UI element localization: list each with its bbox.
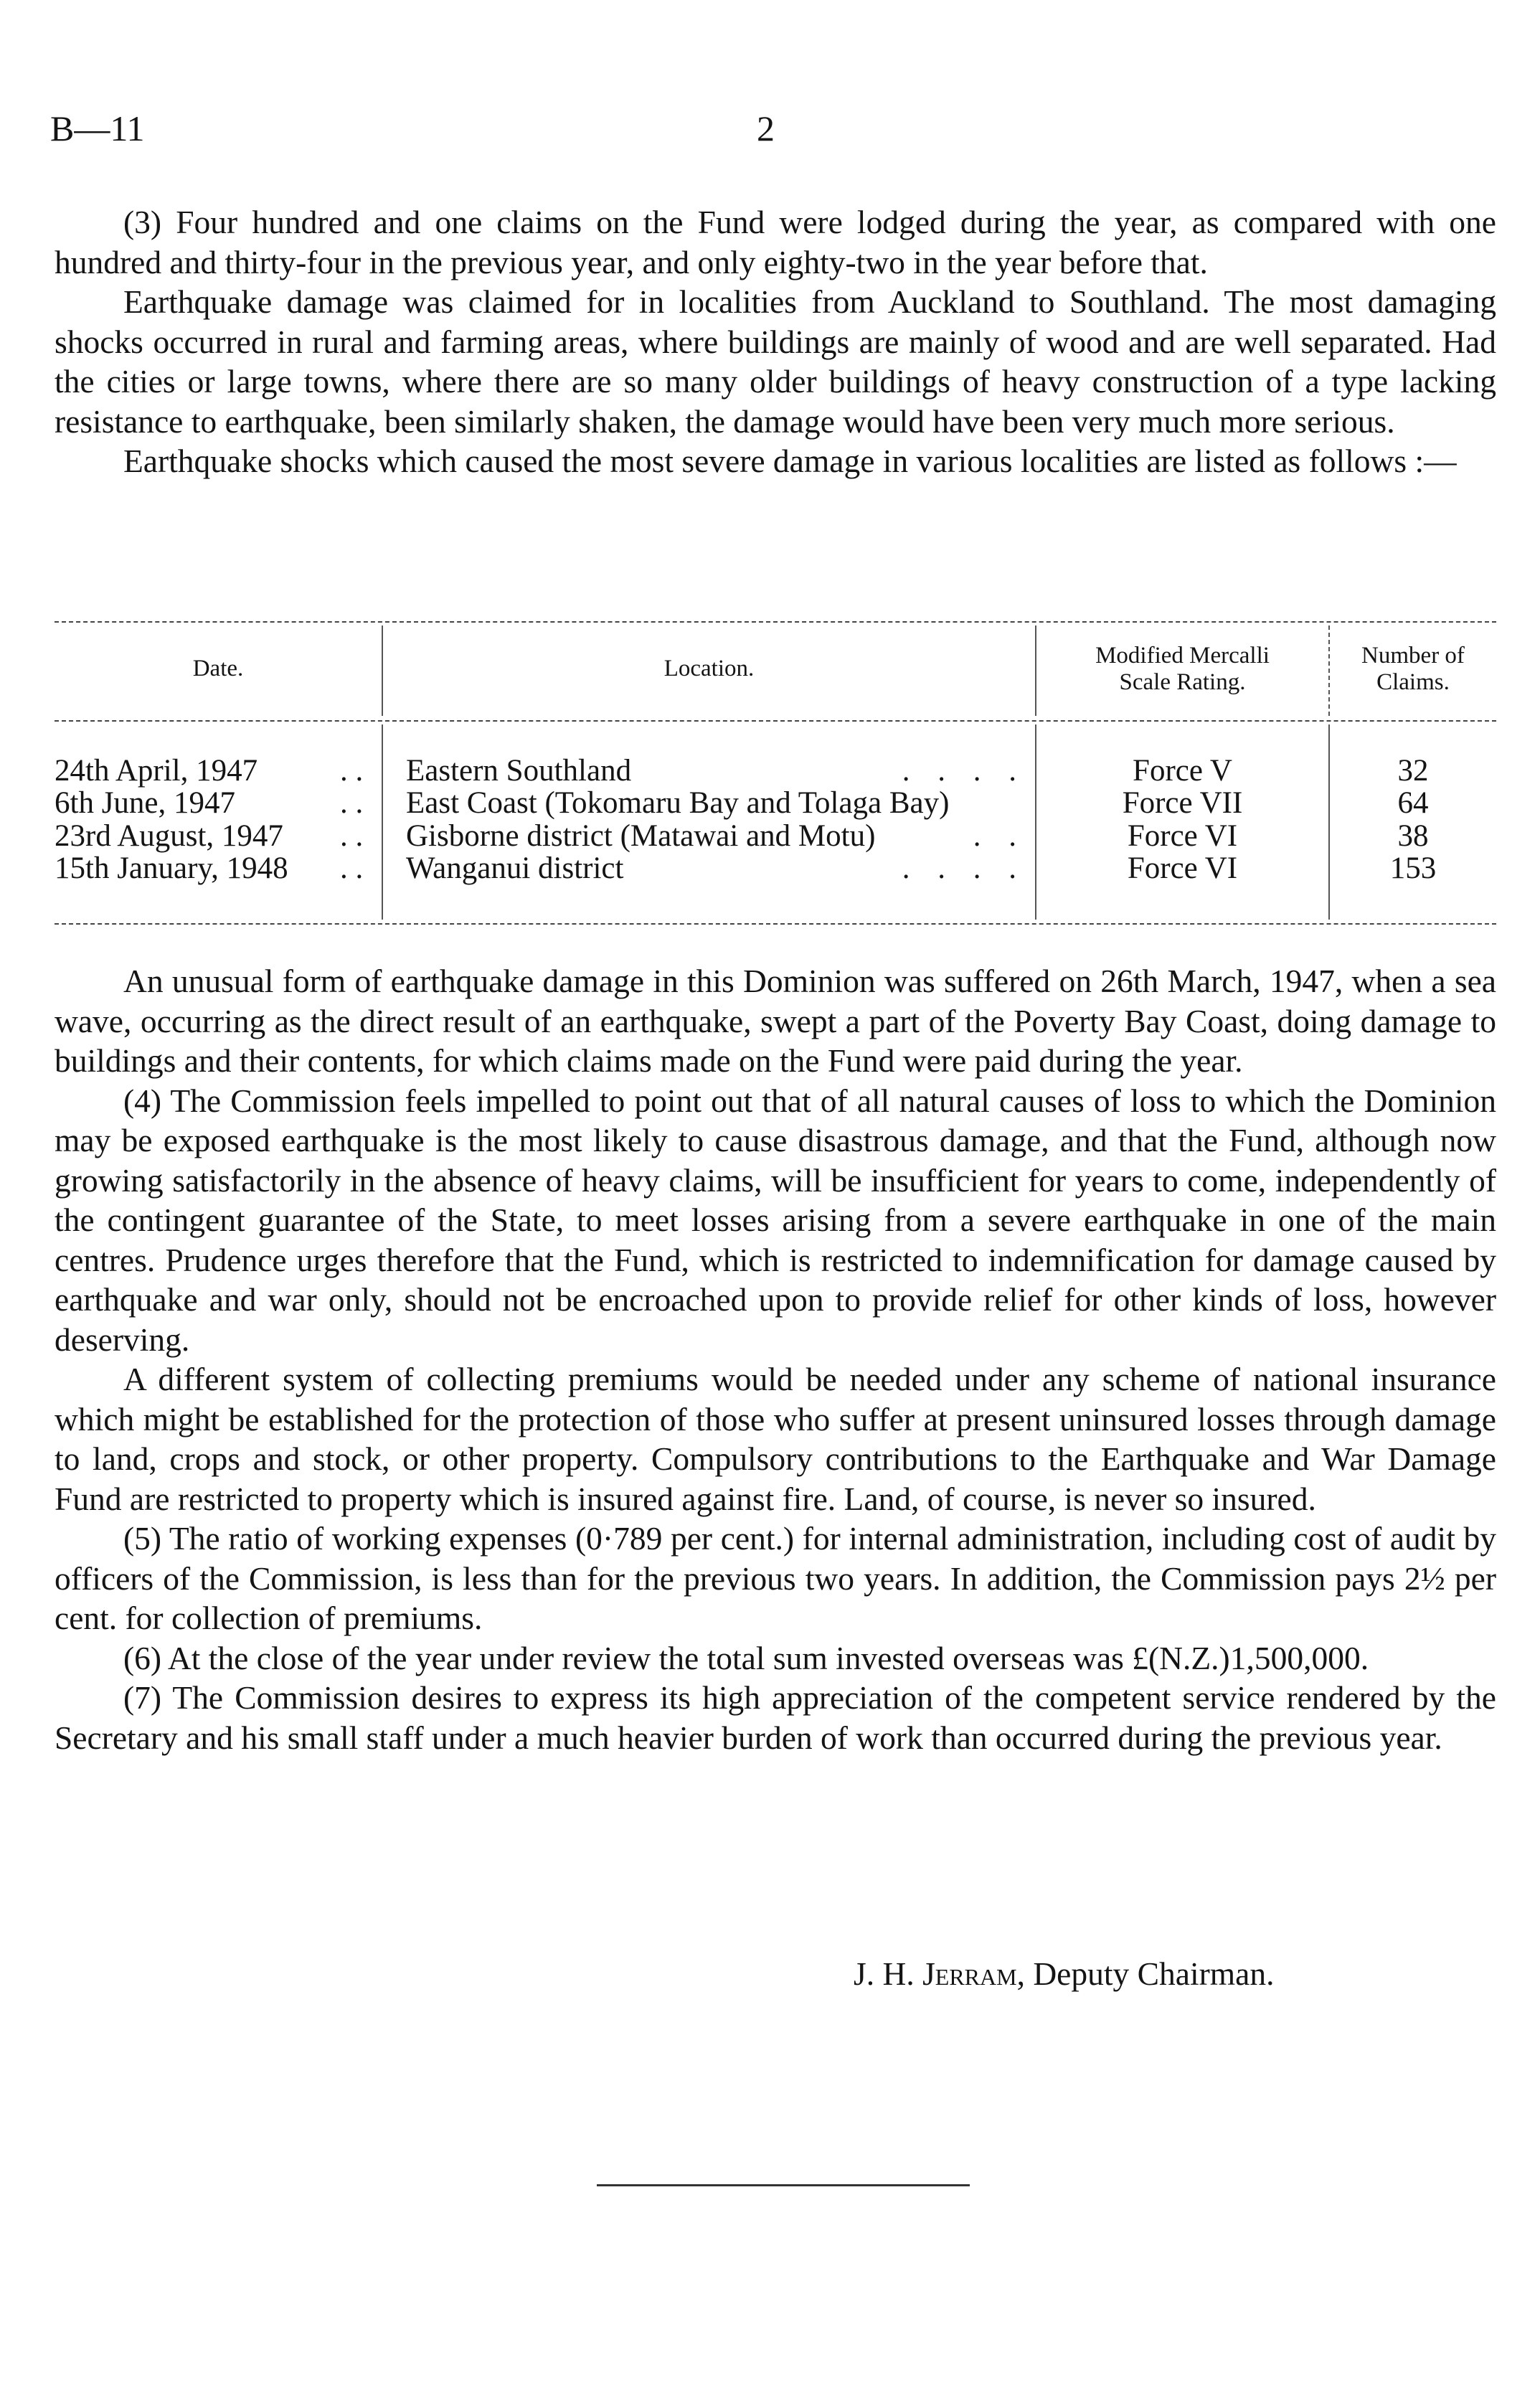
location-text: Gisborne district (Matawai and Motu): [406, 819, 876, 853]
cell-rating: Force V: [1133, 754, 1232, 788]
header-date: Date.: [192, 656, 244, 681]
leader-dots: . .: [340, 786, 364, 820]
location-text: Eastern Southland: [406, 754, 632, 788]
body-text-bottom: [55, 961, 1496, 1757]
cell-date: 23rd August, 1947: [55, 819, 283, 853]
cell-date: 15th January, 1948: [55, 851, 288, 885]
signature-line: [854, 1955, 1274, 1993]
cell-claims: 153: [1389, 851, 1437, 885]
location-text: Wanganui district: [406, 851, 624, 885]
paragraph-premiums: A different system of collecting premiums would be needed under any scheme of national insurance which might be established for the protection of those who suffer at present uninsured losses through damage to land, crops and stock, or other property. Compulsory contributions to the Earthquake and War Damage Fund are restricted to property which is insured against fire. Land, of course, is never so insured.: [55, 1361, 1496, 1517]
cell-claims: 64: [1397, 786, 1429, 820]
document-code: B—11: [50, 108, 145, 148]
paragraph-table-intro: Earthquake shocks which caused the most severe damage in various localities are listed as follows :—: [123, 443, 1457, 479]
paragraph-appreciation-7: (7) The Commission desires to express its high appreciation of the competent service rendered by the Secretary and his small staff under a much heavier burden of work than occurred during the previous year.: [55, 1679, 1496, 1756]
header-claims-line: Claims.: [1376, 669, 1450, 695]
table-bottom-rule: [55, 923, 1496, 925]
cell-location: [406, 820, 1026, 853]
cell-date: 24th April, 1947: [55, 754, 258, 788]
location-leaders: . . . .: [902, 852, 1026, 885]
cell-rating: Force VII: [1122, 786, 1243, 820]
location-leaders: . .: [973, 820, 1026, 853]
header-scale-line: Scale Rating.: [1119, 669, 1246, 695]
col-divider: [382, 724, 383, 920]
leader-dots: . .: [340, 851, 364, 885]
cell-rating: Force VI: [1127, 819, 1238, 853]
paragraph-expenses-5: (5) The ratio of working expenses (0·789 per cent.) for internal administration, including cost of audit by officers of the Commission, is less than for the previous two years. In addition, the Commission pays 2½ per cent. for collection of premiums.: [55, 1520, 1496, 1636]
header-location: Location.: [663, 656, 755, 681]
table-top-rule: [55, 621, 1496, 623]
paragraph-claims-lodged: (3) Four hundred and one claims on the Fund were lodged during the year, as compared with one hundred and thirty-four in the previous year, and only eighty-two in the year before that.: [55, 204, 1496, 280]
header-scale-line: Modified Mercalli: [1095, 643, 1270, 669]
end-rule: [597, 2184, 970, 2186]
cell-date: 6th June, 1947: [55, 786, 236, 820]
signatory-name: J. H. Jerram,: [854, 1955, 1025, 1992]
cell-claims: 38: [1397, 819, 1429, 853]
leader-dots: . .: [340, 754, 364, 788]
paragraph-invested-6: (6) At the close of the year under review the total sum invested overseas was £(N.Z.)1,500,000.: [123, 1639, 1369, 1676]
table-header-rule: [55, 720, 1496, 722]
cell-claims: 32: [1397, 754, 1429, 788]
body-text-top: [55, 202, 1496, 481]
cell-rating: Force VI: [1127, 851, 1238, 885]
location-leaders: . . . .: [902, 755, 1026, 788]
paragraph-damage-localities: Earthquake damage was claimed for in localities from Auckland to Southland. The most damaging shocks occurred in rural and farming areas, where buildings are mainly of wood and are well separated. Had the cities or large towns, where there are so many older buildings of heavy construction of a type lacking resistance to earthquake, been similarly shaken, the damage would have been very much more serious.: [55, 283, 1496, 440]
page-number: 2: [757, 108, 775, 148]
cell-location: [406, 852, 1026, 885]
header-claims: [1330, 643, 1496, 696]
location-text: East Coast (Tokomaru Bay and Tolaga Bay): [406, 786, 950, 820]
header-claims-line: Number of: [1361, 643, 1465, 669]
signatory-title: Deputy Chairman.: [1033, 1955, 1275, 1992]
header-scale: [1036, 643, 1328, 696]
paragraph-sea-wave: An unusual form of earthquake damage in this Dominion was suffered on 26th March, 1947, when a sea wave, occurring as the direct result of an earthquake, swept a part of the Poverty Bay Coast, doing damage to buildings and their contents, for which claims made on the Fund were paid during the year.: [55, 963, 1496, 1079]
cell-location: [406, 787, 1026, 820]
leader-dots: . .: [340, 819, 364, 853]
paragraph-commission-4: (4) The Commission feels impelled to point out that of all natural causes of loss to which the Dominion may be exposed earthquake is the most likely to cause disastrous damage, and that the Fund, although now growing satisfactorily in the absence of heavy claims, will be insufficient for years to come, independently of the contingent guarantee of the State, to meet losses arising from a severe earthquake in one of the main centres. Prudence urges therefore that the Fund, which is restricted to indemnification for damage caused by earthquake and war only, should not be encroached upon to provide relief for other kinds of loss, however deserving.: [55, 1082, 1496, 1358]
cell-location: [406, 755, 1026, 788]
